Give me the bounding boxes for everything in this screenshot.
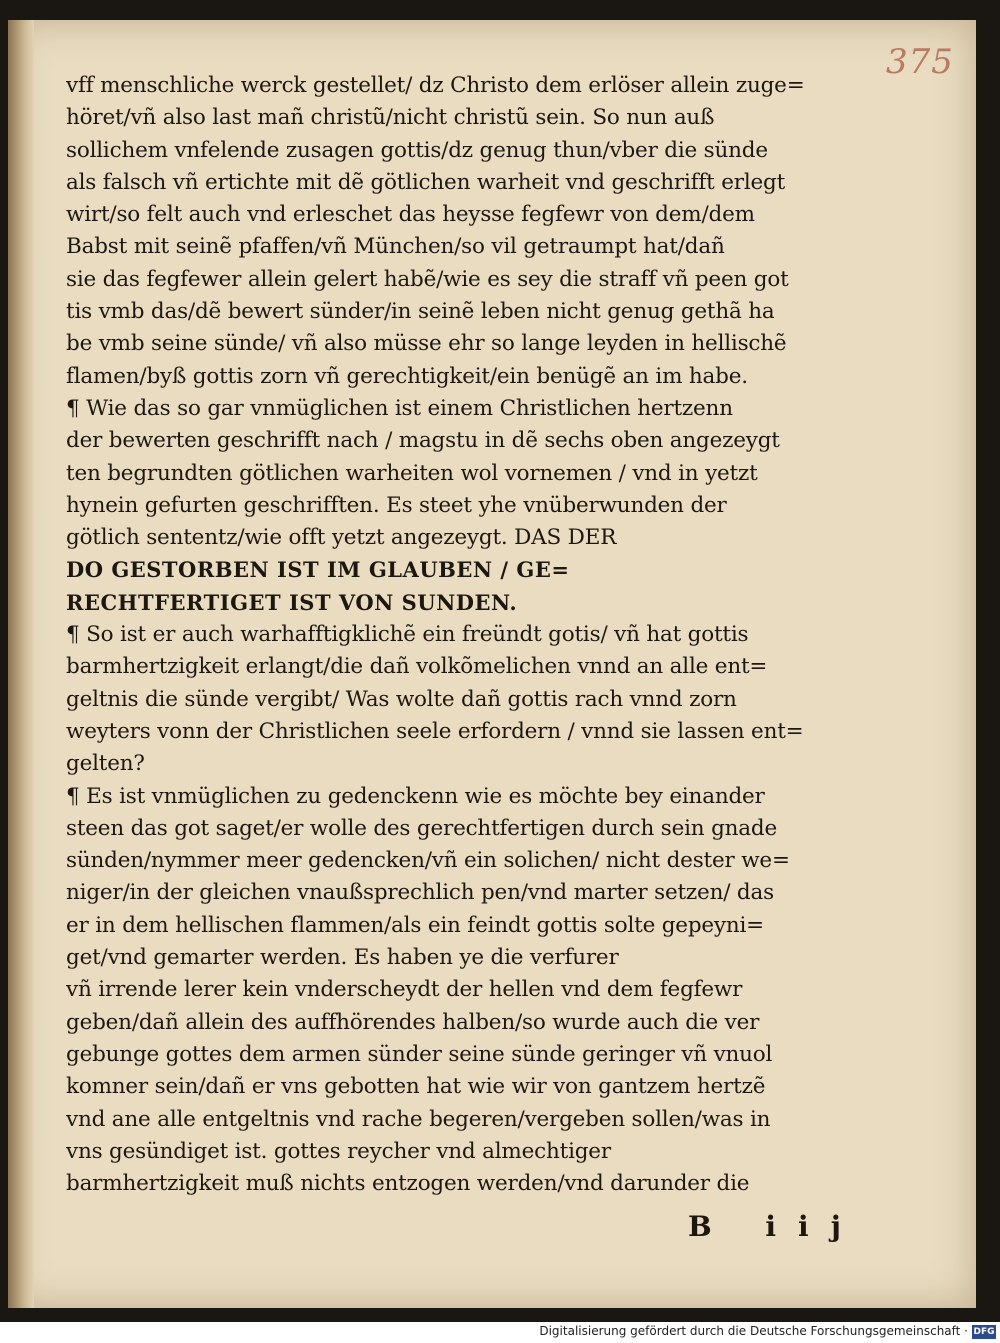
funding-credit: Digitalisierung gefördert durch die Deutsche Forschungsgemeinschaft ·: [539, 1324, 968, 1338]
text-line: sollichem vnfelende zusagen gottis/dz genug thun/vber die sünde: [66, 137, 768, 163]
text-line: vns gesündiget ist. gottes reycher vnd almechtiger: [66, 1138, 611, 1164]
text-line: sie das fegfewer allein gelert habẽ/wie es sey die straff vñ peen got: [66, 266, 789, 292]
text-line: höret/vñ also last mañ christũ/nicht christũ sein. So nun auß: [66, 105, 715, 131]
body-text: [66, 70, 834, 1200]
text-line: wirt/so felt auch vnd erleschet das heysse fegfewr von dem/dem: [66, 202, 755, 228]
text-line: get/vnd gemarter werden. Es haben ye die verfurer: [66, 945, 619, 971]
page-spine-shadow: [8, 20, 34, 1308]
text-line: gebunge gottes dem armen sünder seine sünde geringer vñ vnuol: [66, 1041, 773, 1067]
text-line: vnd ane alle entgeltnis vnd rache begeren/vergeben sollen/was in: [66, 1106, 771, 1132]
text-line: geltnis die sünde vergibt/ Was wolte dañ gottis rach vnnd zorn: [66, 686, 737, 712]
text-line: hynein gefurten geschrifften. Es steet yhe vnüberwunden der: [66, 492, 727, 518]
text-line: der bewerten geschrifft nach / magstu in dẽ sechs oben angezeygt: [66, 428, 780, 454]
text-line: komner sein/dañ er vns gebotten hat wie wir von gantzem hertzẽ: [66, 1074, 766, 1100]
text-line: ¶ Es ist vnmüglichen zu gedenckenn wie es möchte bey einander: [66, 783, 765, 809]
text-line: weyters vonn der Christlichen seele erfordern / vnnd sie lassen ent=: [66, 718, 804, 744]
text-line: flamen/byß gottis zorn vñ gerechtigkeit/ein benügẽ an im habe.: [66, 363, 748, 389]
text-line: DO GESTORBEN IST IM GLAUBEN / GE=: [66, 557, 570, 583]
text-line: barmhertzigkeit erlangt/die dañ volkõmelichen vnnd an alle ent=: [66, 654, 768, 680]
footer-bar: [0, 1322, 1000, 1343]
book-page: [8, 20, 976, 1308]
text-line: ¶ So ist er auch warhafftigklichẽ ein freündt gotis/ vñ hat gottis: [66, 622, 749, 648]
folio-number: 375: [886, 42, 954, 82]
text-line: geben/dañ allein des auffhörendes halben/so wurde auch die ver: [66, 1009, 760, 1035]
text-line: Babst mit seinẽ pfaffen/vñ München/so vil getraumpt hat/dañ: [66, 234, 725, 260]
text-line: vñ irrende lerer kein vnderscheydt der hellen vnd dem fegfewr: [66, 977, 743, 1003]
text-line: tis vmb das/dẽ bewert sünder/in seinẽ leben nicht genug gethã ha: [66, 299, 775, 325]
text-line: niger/in der gleichen vnaußsprechlich pen/vnd marter setzen/ das: [66, 880, 774, 906]
text-line: RECHTFERTIGET IST VON SUNDEN.: [66, 589, 518, 615]
text-line: er in dem hellischen flammen/als ein feindt gottis solte gepeyni=: [66, 912, 764, 938]
text-line: ten begrundten götlichen warheiten wol vornemen / vnd in yetzt: [66, 460, 758, 486]
text-line: sünden/nymmer meer gedencken/vñ ein solichen/ nicht dester we=: [66, 848, 790, 874]
text-line: als falsch vñ ertichte mit dẽ götlichen warheit vnd geschrifft erlegt: [66, 169, 786, 195]
text-line: be vmb seine sünde/ vñ also müsse ehr so lange leyden in hellischẽ: [66, 331, 787, 357]
dfg-logo: DFG: [973, 1327, 995, 1337]
text-line: barmhertzigkeit muß nichts entzogen werden/vnd darunder die: [66, 1171, 750, 1197]
signature-mark: B iij: [688, 1210, 863, 1243]
text-line: götlich sententz/wie offt yetzt angezeygt. DAS DER: [66, 525, 617, 551]
text-line: gelten?: [66, 751, 145, 777]
text-line: steen das got saget/er wolle des gerechtfertigen durch sein gnade: [66, 815, 777, 841]
text-line: ¶ Wie das so gar vnmüglichen ist einem Christlichen hertzenn: [66, 395, 733, 421]
text-line: vff menschliche werck gestellet/ dz Christo dem erlöser allein zuge=: [66, 73, 805, 98]
